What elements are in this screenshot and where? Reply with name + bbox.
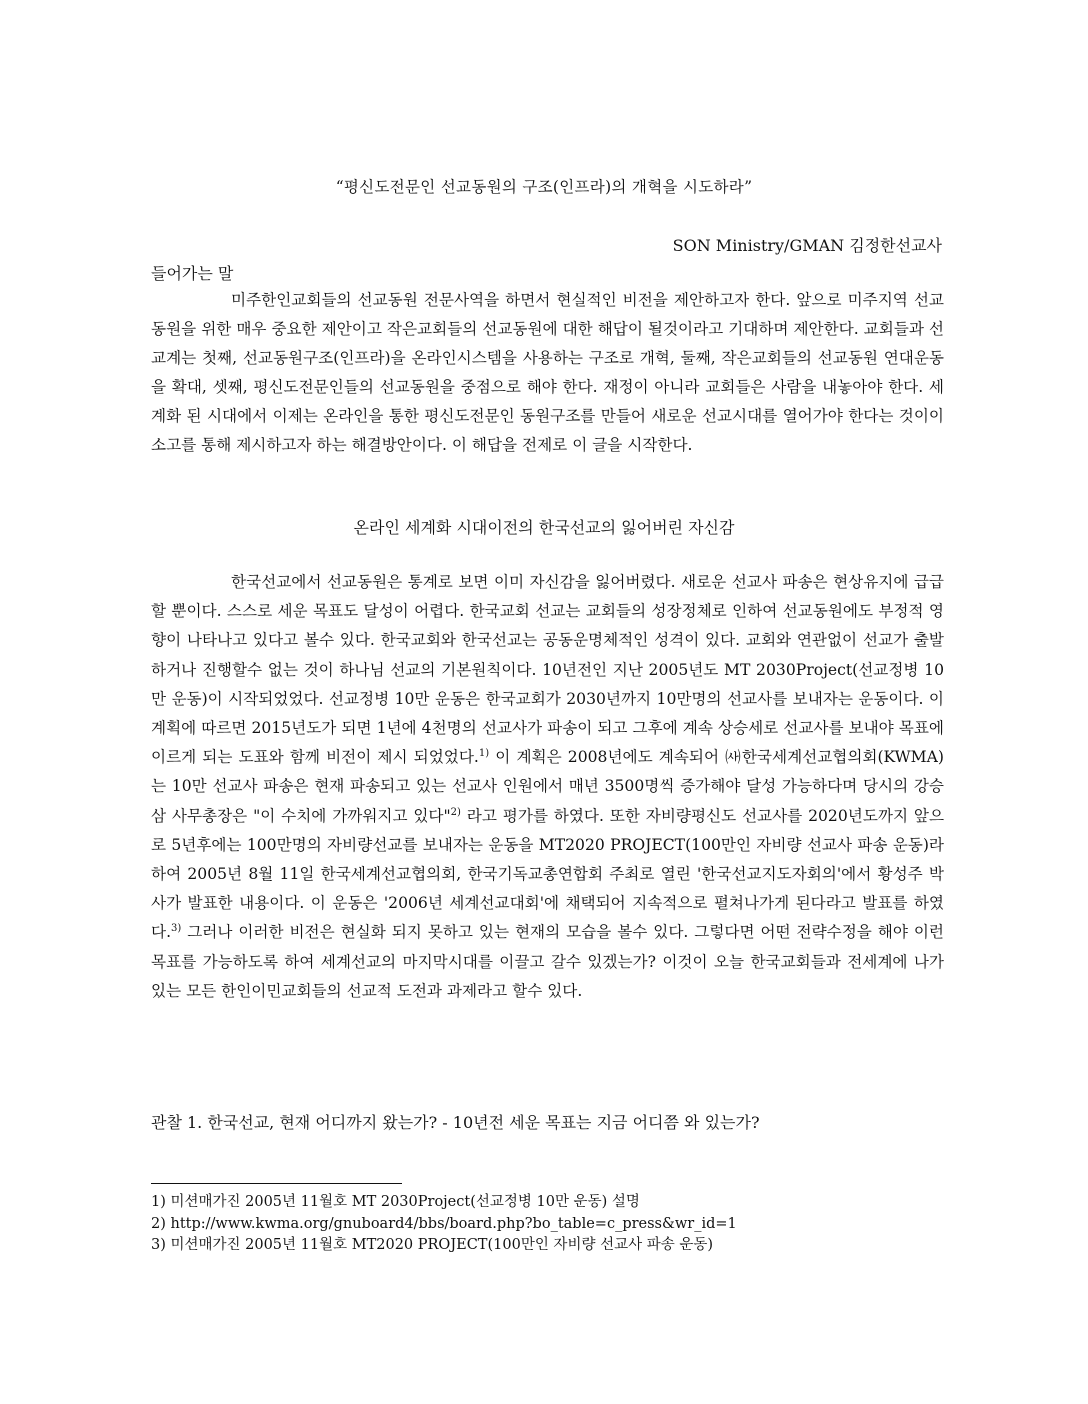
- main-text-part-4: 그러나 이러한 비전은 현실화 되지 못하고 있는 현재의 모습을 볼수 있다. 그렇다면 어떤 전략수정을 해야 이런 목표를 가능하도록 하여 세계선교의 마지막시대를 이끌고 갈수 있겠는가? 이것이 오늘 한국교회들과 전세계에 나가 있는 모든 한인이민교회들의 선교적 도전과 과제라고 할수 있다.: [151, 923, 944, 1000]
- author-line: SON Ministry/GMAN 김정한선교사: [672, 236, 942, 255]
- main-section: [151, 568, 944, 1006]
- section-heading: 온라인 세계화 시대이전의 한국선교의 잃어버린 자신감: [353, 518, 735, 537]
- footnote-ref-2: 2): [450, 806, 461, 818]
- footnotes: [151, 1192, 737, 1257]
- intro-section: [151, 286, 944, 461]
- main-paragraph: [151, 568, 944, 1006]
- document-title: “평신도전문인 선교동원의 구조(인프라)의 개혁을 시도하라”: [335, 178, 753, 196]
- main-text-part-3: 라고 평가를 하였다. 또한 자비량평신도 선교사를 2020년도까지 앞으로 5년후에는 100만명의 자비량선교를 보내자는 운동을 MT2020 PROJECT(100만인 자비량 선교사 파송 운동)라 하여 2005년 8월 11일 한국세계선교협의회, 한국기독교총연합회 주최로 열린 '한국선교지도자회의'에서 황성주 박사가 발표한 내용이다. 이 운동은 '2006년 세계선교대회'에 채택되어 지속적으로 펼쳐나가게 된다라고 발표를 하였다.: [151, 806, 945, 942]
- footnote-1: 1) 미션매가진 2005년 11월호 MT 2030Project(선교정병 10만 운동) 설명: [151, 1194, 640, 1210]
- footnote-ref-3: 3): [171, 923, 182, 935]
- footnote-3: 3) 미션매가진 2005년 11월호 MT2020 PROJECT(100만인 자비량 선교사 파송 운동): [151, 1237, 713, 1253]
- intro-paragraph: 미주한인교회들의 선교동원 전문사역을 하면서 현실적인 비전을 제안하고자 한다. 앞으로 미주지역 선교동원을 위한 매우 중요한 제안이고 작은교회들의 선교동원에 대한 해답이 될것이라고 기대하며 제안한다. 교회들과 선교계는 첫째, 선교동원구조(인프라)을 온라인시스템을 사용하는 구조로 개혁, 둘째, 작은교회들의 선교동원 연대운동을 확대, 셋째, 평신도전문인들의 선교동원을 중점으로 해야 한다. 재정이 아니라 교회들은 사람을 내놓아야 한다. 세계화 된 시대에서 이제는 온라인을 통한 평신도전문인 동원구조를 만들어 새로운 선교시대를 열어가야 한다는 것이이 소고를 통해 제시하고자 하는 해결방안이다. 이 해답을 전제로 이 글을 시작한다.: [151, 291, 944, 455]
- main-text-part-2: 이 계획은 2008년에도 계속되어 ㈔한국세계선교협의회(KWMA)는 10만 선교사 파송은 현재 파송되고 있는 선교사 인원에서 매년 3500명씩 증가해야 달성 가능하다며 당시의 강승삼 사무총장은 "이 수치에 가까워지고 있다": [151, 748, 944, 825]
- footnote-divider: [151, 1183, 402, 1184]
- footnote-ref-1: 1): [478, 748, 490, 760]
- intro-heading: 들어가는 말: [151, 264, 234, 283]
- observation-heading: 관찰 1. 한국선교, 현재 어디까지 왔는가? - 10년전 세운 목표는 지금 어디쯤 와 있는가?: [151, 1113, 760, 1132]
- footnote-2: 2) http://www.kwma.org/gnuboard4/bbs/board.php?bo_table=c_press&wr_id=1: [151, 1215, 737, 1232]
- main-text-part-1: 한국선교에서 선교동원은 통계로 보면 이미 자신감을 잃어버렸다. 새로운 선교사 파송은 현상유지에 급급할 뿐이다. 스스로 세운 목표도 달성이 어렵다. 한국교회 선교는 교회들의 성장정체로 인하여 선교동원에도 부정적 영향이 나타나고 있다고 볼수 있다. 한국교회와 한국선교는 공동운명체적인 성격이 있다. 교회와 연관없이 선교가 출발하거나 진행할수 없는 것이 하나님 선교의 기본원칙이다. 10년전인 지난 2005년도 MT 2030Project(선교정병 10만 운동)이 시작되었었다. 선교정병 10만 운동은 한국교회가 2030년까지 10만명의 선교사를 보내자는 운동이다. 이 계획에 따르면 2015년도가 되면 1년에 4천명의 선교사가 파송이 되고 그후에 계속 상승세로 선교사를 보내야 목표에 이르게 되는 도표와 함께 비전이 제시 되었었다.: [151, 573, 944, 767]
